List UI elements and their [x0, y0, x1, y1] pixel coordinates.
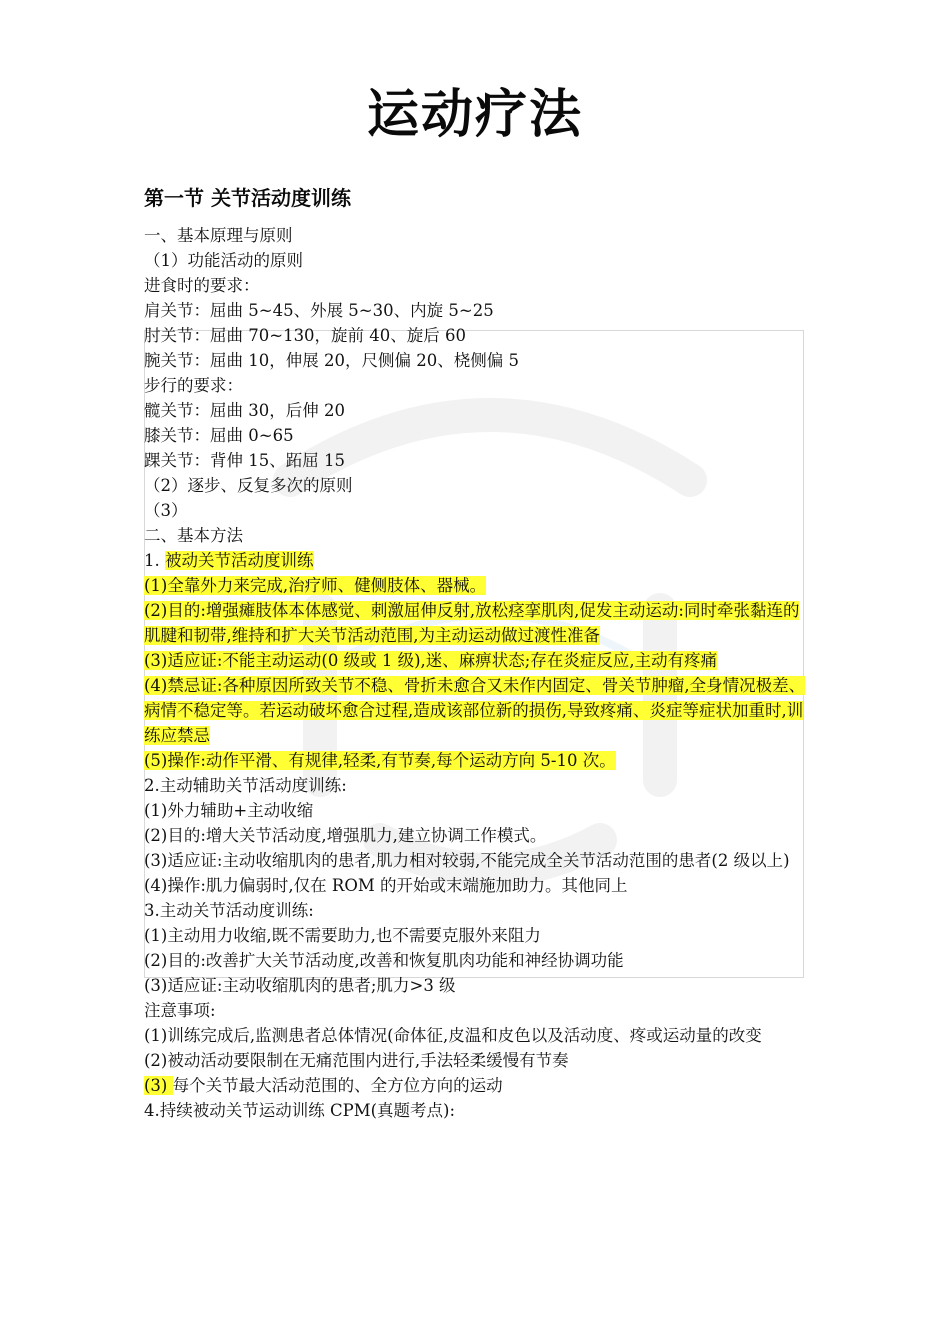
document-title: 运动疗法: [366, 85, 583, 145]
heading-methods: 二、基本方法: [144, 526, 243, 545]
wrist-rom: 腕关节：屈曲 10，伸展 20，尺侧偏 20、桡侧偏 5: [144, 351, 519, 370]
passive-item-4-text: (4)禁忌证:各种原因所致关节不稳、骨折未愈合又未作内固定、骨关节肿瘤,全身情况极差、病情不稳定等。若运动破坏愈合过程,造成该部位新的损伤,导致疼痛、炎症等症状加重时,训练应禁忌: [144, 676, 806, 745]
principle-3: （3）: [144, 501, 188, 520]
shoulder-rom: 肩关节：屈曲 5~45、外展 5~30、内旋 5~25: [144, 301, 494, 320]
note-item-2: (2)被动活动要限制在无痛范围内进行,手法轻柔缓慢有节奏: [144, 1051, 569, 1070]
eating-requirements: 进食时的要求：: [144, 276, 260, 295]
notes-heading: 注意事项:: [144, 1001, 216, 1020]
method-2-heading: 2.主动辅助关节活动度训练:: [144, 776, 347, 795]
passive-item-2-text: (2)目的:增强瘫肢体本体感觉、刺激屈伸反射,放松痉挛肌肉,促发主动运动:同时牵张黏连的肌腱和韧带,维持和扩大关节活动范围,为主动运动做过渡性准备: [144, 601, 800, 645]
heading-principles: 一、基本原理与原则: [144, 226, 293, 245]
knee-rom: 膝关节：屈曲 0~65: [144, 426, 294, 445]
assist-item-3: (3)适应证:主动收缩肌肉的患者,肌力相对较弱,不能完成全关节活动范围的患者(2 级以上): [144, 851, 790, 870]
assist-item-2: (2)目的:增大关节活动度,增强肌力,建立协调工作模式。: [144, 826, 547, 845]
document-body: [144, 223, 808, 1123]
assist-item-4: (4)操作:肌力偏弱时,仅在 ROM 的开始或末端施加助力。其他同上: [144, 876, 628, 895]
hip-rom: 髋关节：屈曲 30，后伸 20: [144, 401, 345, 420]
passive-item-5-text: (5)操作:动作平滑、有规律,轻柔,有节奏,每个运动方向 5-10 次。: [144, 751, 616, 770]
method-1-title: 被动关节活动度训练: [165, 551, 314, 570]
passive-item-2: [144, 598, 808, 648]
method-1-heading: [144, 548, 808, 573]
section-heading: 第一节 关节活动度训练: [144, 186, 351, 210]
method-1-number: 1.: [144, 551, 165, 570]
passive-item-1: [144, 573, 808, 598]
principle-2: （2）逐步、反复多次的原则: [144, 476, 353, 495]
passive-item-1-text: (1)全靠外力来完成,治疗师、健侧肢体、器械。: [144, 576, 487, 595]
note-item-1: (1)训练完成后,监测患者总体情况(命体征,皮温和皮色以及活动度、疼或运动量的改变: [144, 1026, 762, 1045]
passive-item-4: [144, 673, 808, 748]
elbow-rom: 肘关节：屈曲 70~130，旋前 40、旋后 60: [144, 326, 467, 345]
active-item-2: (2)目的:改善扩大关节活动度,改善和恢复肌肉功能和神经协调功能: [144, 951, 624, 970]
active-item-3: (3)适应证:主动收缩肌肉的患者;肌力>3 级: [144, 976, 456, 995]
note-item-3-text: 每个关节最大活动范围的、全方位方向的运动: [172, 1076, 503, 1095]
note-item-3: [144, 1073, 808, 1098]
active-item-1: (1)主动用力收缩,既不需要助力,也不需要克服外来阻力: [144, 926, 541, 945]
passive-item-3-text: (3)适应证:不能主动运动(0 级或 1 级),迷、麻痹状态;存在炎症反应,主动有疼痛: [144, 651, 718, 670]
ankle-rom: 踝关节：背伸 15、跖屈 15: [144, 451, 345, 470]
assist-item-1: (1)外力辅助+主动收缩: [144, 801, 314, 820]
method-3-heading: 3.主动关节活动度训练:: [144, 901, 314, 920]
passive-item-5: [144, 748, 808, 773]
method-4-heading: 4.持续被动关节运动训练 CPM(真题考点):: [144, 1101, 456, 1120]
passive-item-3: [144, 648, 808, 673]
principle-1: （1）功能活动的原则: [144, 251, 303, 270]
walking-requirements: 步行的要求：: [144, 376, 243, 395]
note-item-3-number: (3): [144, 1076, 173, 1095]
